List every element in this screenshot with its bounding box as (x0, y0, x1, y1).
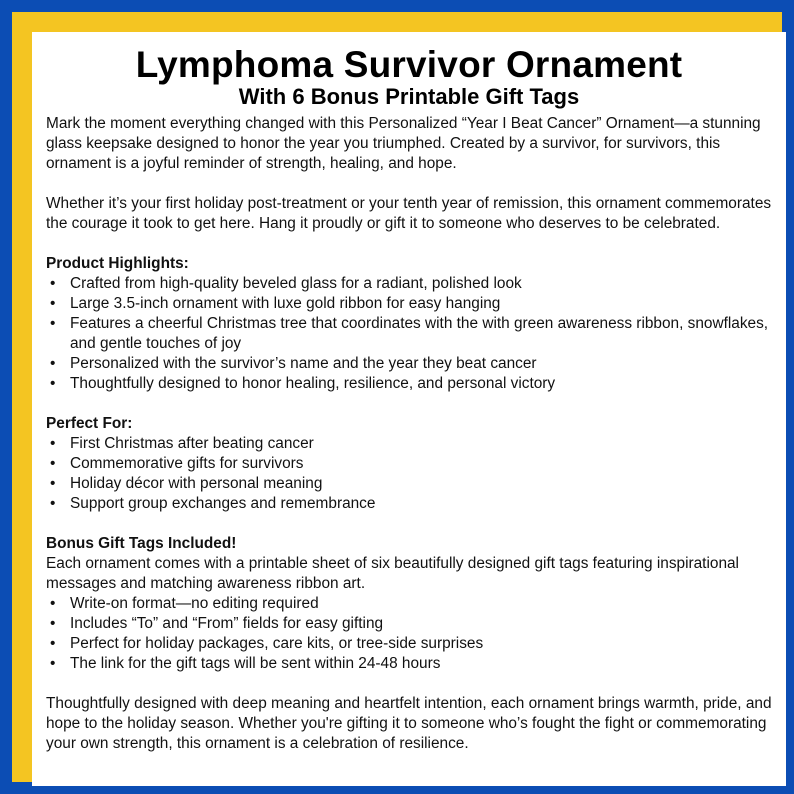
page-title: Lymphoma Survivor Ornament (135, 44, 683, 85)
bonus-text: Each ornament comes with a printable sheet of six beautifully designed gift tags featuring inspirational messages and matching awareness ribbon art. (46, 555, 739, 592)
list-item: • Support group exchanges and remembrance (46, 494, 772, 514)
highlights-heading: Product Highlights: (46, 255, 189, 272)
list-item: • Personalized with the survivor’s name and the year they beat cancer (46, 354, 772, 374)
page-subtitle: With 6 Bonus Printable Gift Tags (238, 84, 580, 109)
list-item: • Features a cheerful Christmas tree that coordinates with the with green awareness ribbon, snowflakes, and gentle touches of joy (46, 314, 772, 354)
content-card (32, 32, 786, 786)
highlights-list (46, 274, 772, 394)
list-item: • Includes “To” and “From” fields for easy gifting (46, 614, 772, 634)
perfect-for-list (46, 434, 772, 514)
bonus-list (46, 594, 772, 674)
bonus-heading: Bonus Gift Tags Included! (46, 535, 237, 552)
closing-paragraph: Thoughtfully designed with deep meaning and heartfelt intention, each ornament brings warmth, pride, and hope to the holiday season. Whether you're gifting it to someone who’s fought the fight or commemorating your own strength, this ornament is a celebration of resilience. (46, 695, 772, 752)
list-item: • Write-on format—no editing required (46, 594, 772, 614)
list-item: • The link for the gift tags will be sent within 24-48 hours (46, 654, 772, 674)
list-item: • Holiday décor with personal meaning (46, 474, 772, 494)
list-item: • Large 3.5-inch ornament with luxe gold ribbon for easy hanging (46, 294, 772, 314)
list-item: • Commemorative gifts for survivors (46, 454, 772, 474)
list-item: • First Christmas after beating cancer (46, 434, 772, 454)
list-item: • Crafted from high-quality beveled glass for a radiant, polished look (46, 274, 772, 294)
yellow-frame (12, 12, 782, 782)
list-item: • Perfect for holiday packages, care kits, or tree-side surprises (46, 634, 772, 654)
intro-paragraph-1: Mark the moment everything changed with this Personalized “Year I Beat Cancer” Ornament—a stunning glass keepsake designed to honor the year you triumphed. Created by a survivor, for survivors, this ornament is a joyful reminder of strength, healing, and hope. (46, 115, 761, 172)
perfect-for-heading: Perfect For: (46, 415, 133, 432)
list-item: • Thoughtfully designed to honor healing, resilience, and personal victory (46, 374, 772, 394)
intro-paragraph-2: Whether it’s your first holiday post-treatment or your tenth year of remission, this ornament commemorates the courage it took to get here. Hang it proudly or gift it to someone who deserves to be celebrated. (46, 195, 772, 232)
